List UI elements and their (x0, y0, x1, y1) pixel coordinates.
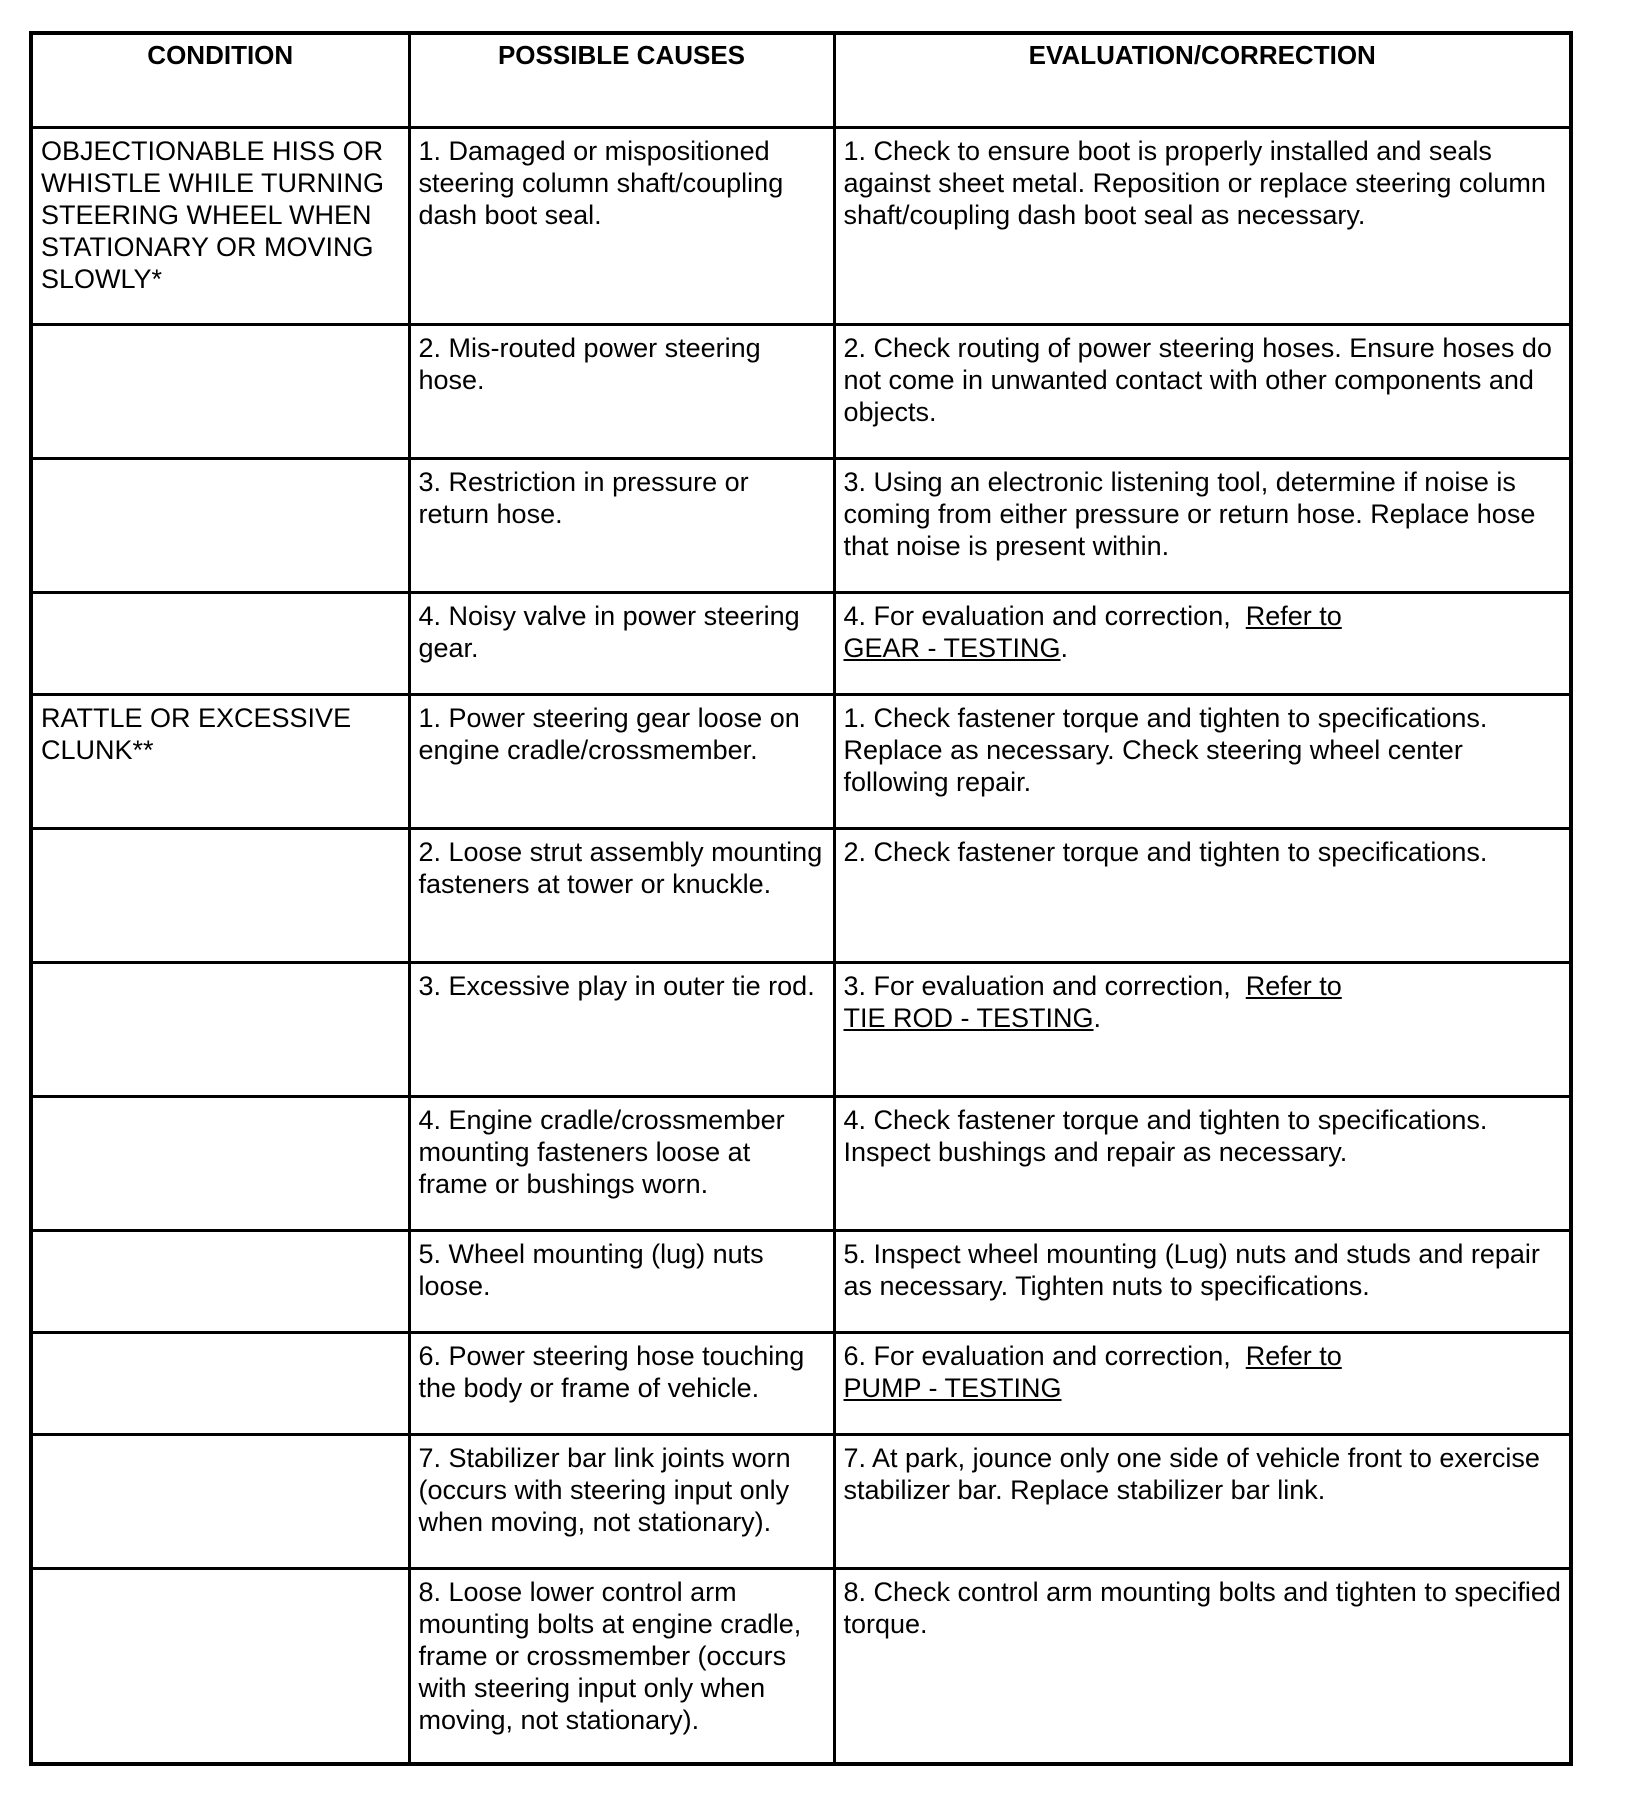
table-row (31, 1568, 1571, 1764)
table-row (31, 1096, 1571, 1230)
condition-cell (31, 1568, 409, 1764)
correction-text: 6. For evaluation and correction, (843, 1340, 1231, 1371)
cause-cell: 1. Damaged or mispositioned steering column shaft/coupling dash boot seal. (409, 127, 834, 324)
cause-cell: 3. Restriction in pressure or return hose. (409, 458, 834, 592)
table-row (31, 1434, 1571, 1568)
correction-cell: 1. Check to ensure boot is properly installed and seals against sheet metal. Reposition or replace steering column shaft/coupling dash boot seal as necessary. (834, 127, 1571, 324)
cause-cell: 4. Noisy valve in power steering gear. (409, 592, 834, 694)
table-row (31, 1332, 1571, 1434)
condition-cell (31, 1096, 409, 1230)
table-header-row (31, 33, 1571, 127)
header-condition: CONDITION (31, 33, 409, 127)
cause-cell: 4. Engine cradle/crossmember mounting fasteners loose at frame or bushings worn. (409, 1096, 834, 1230)
condition-cell (31, 1332, 409, 1434)
correction-text: 3. For evaluation and correction, (843, 970, 1231, 1001)
cause-cell: 7. Stabilizer bar link joints worn (occurs with steering input only when moving, not stationary). (409, 1434, 834, 1568)
correction-cell: 8. Check control arm mounting bolts and tighten to specified torque. (834, 1568, 1571, 1764)
table-row (31, 458, 1571, 592)
correction-cell (834, 962, 1571, 1096)
cause-cell: 2. Mis-routed power steering hose. (409, 324, 834, 458)
cause-cell: 5. Wheel mounting (lug) nuts loose. (409, 1230, 834, 1332)
diagnosis-table (29, 31, 1573, 1766)
link-tail: . (1060, 632, 1069, 663)
condition-cell (31, 828, 409, 962)
tie-rod-testing-link[interactable]: TIE ROD - TESTING (843, 1002, 1094, 1033)
correction-cell: 3. Using an electronic listening tool, determine if noise is coming from either pressure or return hose. Replace hose that noise is present within. (834, 458, 1571, 592)
refer-to-link[interactable]: Refer to (1245, 1340, 1342, 1371)
cause-cell: 8. Loose lower control arm mounting bolts at engine cradle, frame or crossmember (occurs with steering input only when moving, not stationary). (409, 1568, 834, 1764)
table-row (31, 694, 1571, 828)
correction-cell: 1. Check fastener torque and tighten to specifications. Replace as necessary. Check steering wheel center following repair. (834, 694, 1571, 828)
table-row (31, 324, 1571, 458)
correction-cell (834, 1332, 1571, 1434)
header-possible-causes: POSSIBLE CAUSES (409, 33, 834, 127)
condition-cell (31, 1230, 409, 1332)
condition-cell (31, 324, 409, 458)
table-row (31, 828, 1571, 962)
cause-cell: 2. Loose strut assembly mounting fasteners at tower or knuckle. (409, 828, 834, 962)
correction-cell: 2. Check fastener torque and tighten to specifications. (834, 828, 1571, 962)
gear-testing-link[interactable]: GEAR - TESTING (843, 632, 1061, 663)
condition-cell: OBJECTIONABLE HISS OR WHISTLE WHILE TURNING STEERING WHEEL WHEN STATIONARY OR MOVING SLOWLY* (31, 127, 409, 324)
pump-testing-link[interactable]: PUMP - TESTING (843, 1372, 1062, 1403)
condition-cell (31, 962, 409, 1096)
correction-cell: 5. Inspect wheel mounting (Lug) nuts and studs and repair as necessary. Tighten nuts to specifications. (834, 1230, 1571, 1332)
header-evaluation-correction: EVALUATION/CORRECTION (834, 33, 1571, 127)
refer-to-link[interactable]: Refer to (1245, 970, 1342, 1001)
condition-cell (31, 592, 409, 694)
table-row (31, 1230, 1571, 1332)
table-row (31, 592, 1571, 694)
condition-cell (31, 1434, 409, 1568)
correction-cell: 4. Check fastener torque and tighten to specifications. Inspect bushings and repair as necessary. (834, 1096, 1571, 1230)
table-row (31, 127, 1571, 324)
refer-to-link[interactable]: Refer to (1245, 600, 1342, 631)
cause-cell: 6. Power steering hose touching the body or frame of vehicle. (409, 1332, 834, 1434)
link-tail: . (1093, 1002, 1102, 1033)
condition-cell (31, 458, 409, 592)
table-row (31, 962, 1571, 1096)
correction-cell: 2. Check routing of power steering hoses. Ensure hoses do not come in unwanted contact with other components and objects. (834, 324, 1571, 458)
cause-cell: 3. Excessive play in outer tie rod. (409, 962, 834, 1096)
correction-cell (834, 592, 1571, 694)
correction-text: 4. For evaluation and correction, (843, 600, 1231, 631)
correction-cell: 7. At park, jounce only one side of vehicle front to exercise stabilizer bar. Replace stabilizer bar link. (834, 1434, 1571, 1568)
condition-cell: RATTLE OR EXCESSIVE CLUNK** (31, 694, 409, 828)
cause-cell: 1. Power steering gear loose on engine cradle/crossmember. (409, 694, 834, 828)
